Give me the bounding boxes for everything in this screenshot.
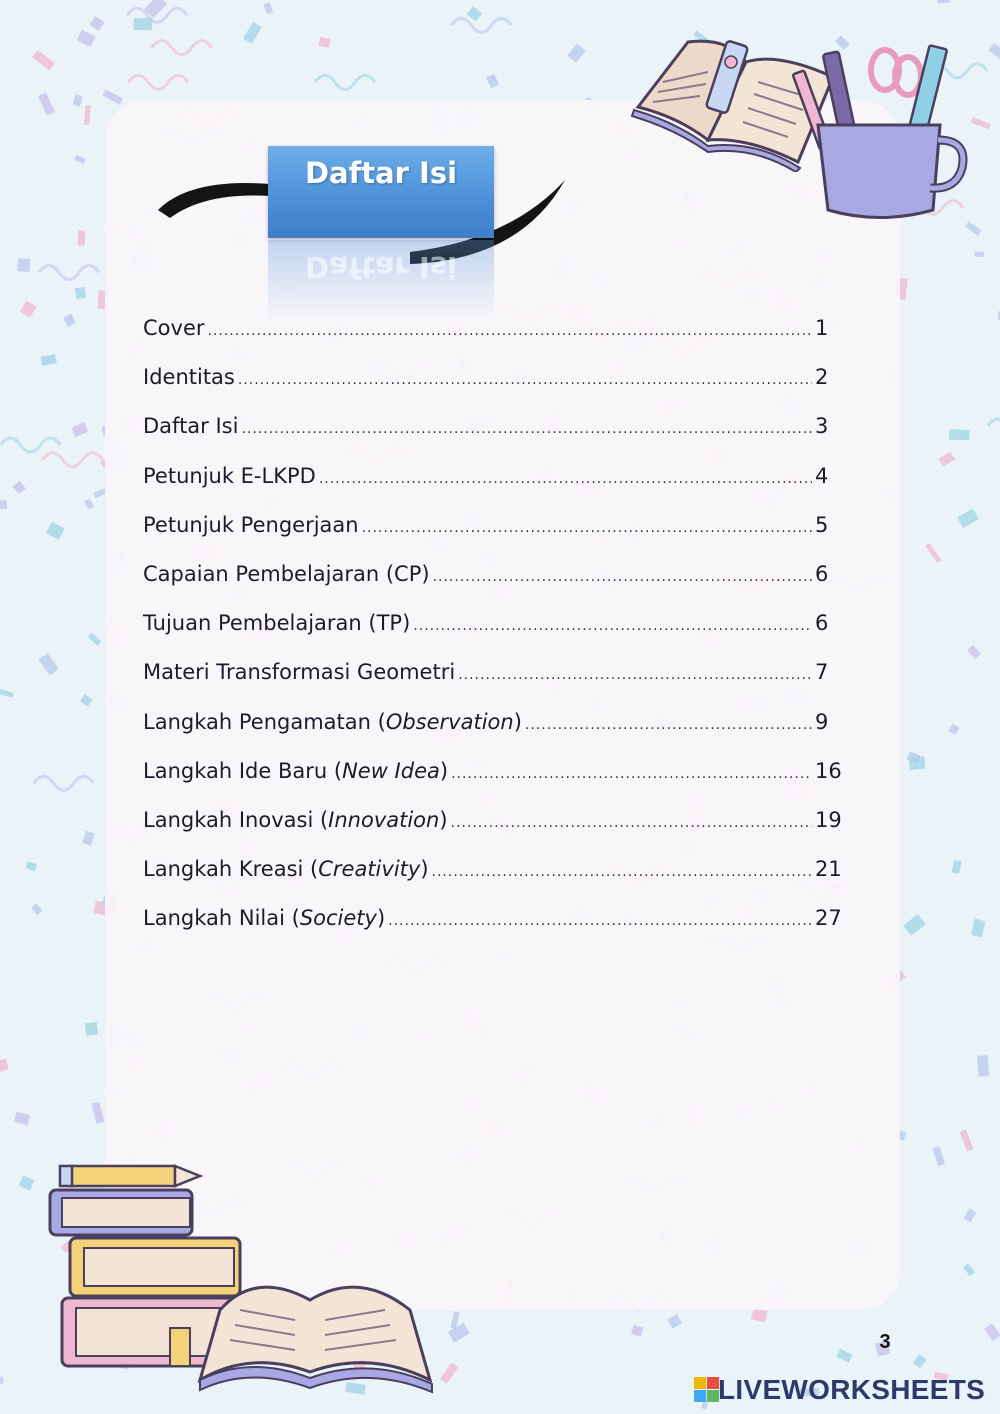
toc-leader-dots	[413, 618, 812, 634]
toc-leader-dots	[432, 864, 812, 880]
toc-entry-label: Identitas	[143, 365, 235, 390]
liveworksheets-brand-text: LIVEWORKSHEETS	[718, 1374, 986, 1405]
toc-entry[interactable]	[143, 611, 843, 660]
toc-entry[interactable]	[143, 857, 843, 906]
toc-leader-dots	[458, 667, 812, 683]
toc-leader-dots	[388, 913, 812, 929]
toc-leader-dots	[319, 471, 812, 487]
toc-entry-page: 16	[815, 758, 842, 783]
toc-leader-dots	[241, 421, 812, 437]
toc-entry-label: Langkah Pengamatan (Observation)	[143, 709, 522, 734]
title-banner	[268, 146, 494, 238]
toc-entry[interactable]	[143, 513, 843, 562]
toc-entry[interactable]	[143, 365, 843, 414]
toc-leader-dots	[433, 569, 812, 585]
toc-entry[interactable]	[143, 906, 843, 955]
liveworksheets-logo-icon	[694, 1377, 720, 1403]
toc-entry-page: 27	[815, 906, 842, 931]
toc-entry-label: Langkah Kreasi (Creativity)	[143, 857, 429, 882]
table-of-contents	[143, 316, 843, 955]
toc-entry-page: 2	[815, 365, 829, 390]
toc-leader-dots	[208, 323, 813, 339]
toc-entry-page: 4	[815, 463, 829, 488]
toc-entry-label: Capaian Pembelajaran (CP)	[143, 561, 430, 586]
toc-entry[interactable]	[143, 562, 843, 611]
toc-entry-page: 21	[815, 857, 842, 882]
toc-entry-page: 6	[815, 561, 829, 586]
toc-entry-page: 1	[815, 316, 829, 340]
toc-entry-label: Petunjuk E-LKPD	[143, 463, 316, 488]
toc-entry[interactable]	[143, 464, 843, 513]
toc-leader-dots	[525, 717, 812, 733]
toc-entry-label: Daftar Isi	[143, 414, 239, 439]
toc-entry-label: Petunjuk Pengerjaan	[143, 512, 359, 537]
toc-leader-dots	[451, 815, 812, 831]
toc-entry-page: 6	[815, 611, 829, 636]
toc-entry-page: 5	[815, 512, 829, 537]
toc-entry[interactable]	[143, 316, 843, 365]
toc-entry-label: Langkah Inovasi (Innovation)	[143, 807, 448, 832]
liveworksheets-logo[interactable]	[694, 1374, 994, 1408]
toc-entry-page: 3	[815, 414, 829, 439]
toc-entry-page: 9	[815, 709, 829, 734]
toc-entry[interactable]	[143, 414, 843, 463]
pencil-icon	[60, 1166, 200, 1186]
toc-entry-page: 19	[815, 807, 842, 832]
toc-entry-page: 7	[815, 660, 829, 685]
toc-leader-dots	[238, 372, 812, 388]
title-group	[150, 140, 580, 340]
toc-entry-label: Langkah Nilai (Society)	[143, 906, 386, 931]
page-title: Daftar Isi	[304, 156, 458, 190]
toc-entry-label: Langkah Ide Baru (New Idea)	[143, 758, 449, 783]
page-title-reflection: Daftar Isi	[304, 250, 458, 284]
toc-leader-dots	[362, 520, 812, 536]
toc-entry[interactable]	[143, 808, 843, 857]
toc-entry[interactable]	[143, 660, 843, 709]
toc-leader-dots	[451, 766, 812, 782]
page-number: 3	[879, 1331, 891, 1353]
toc-entry[interactable]	[143, 759, 843, 808]
toc-entry-label: Materi Transformasi Geometri	[143, 660, 456, 685]
toc-entry-label: Cover	[143, 316, 205, 340]
book-stack-icon	[40, 1160, 440, 1400]
toc-entry-label: Tujuan Pembelajaran (TP)	[143, 611, 411, 636]
pencil-mug-icon	[790, 40, 970, 225]
toc-entry[interactable]	[143, 710, 843, 759]
